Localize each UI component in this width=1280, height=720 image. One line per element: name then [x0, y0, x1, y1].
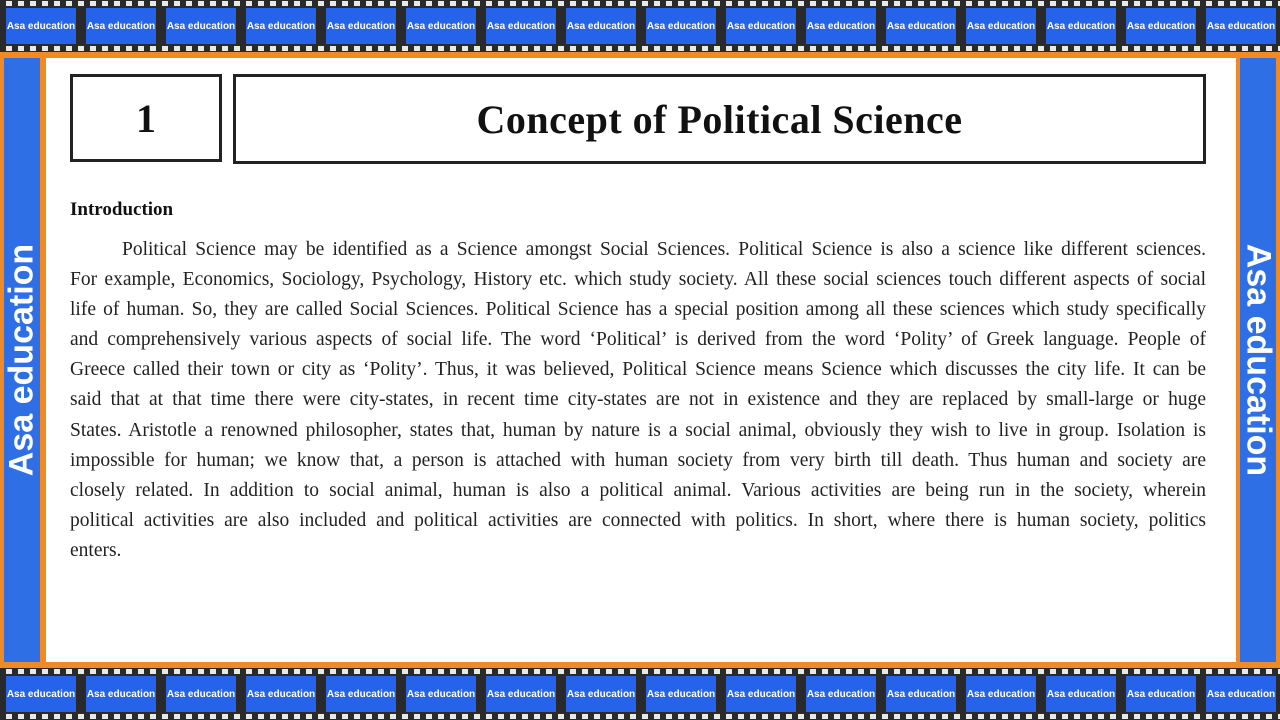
introduction-paragraph: Political Science may be identified as a Science amongst Social Sciences. Political Science is also a science like different sciences. For example, Economics, Sociology, Psychology, History etc. which study society. All these social sciences touch different aspects of social life of human. So, they are called Social Sciences. Political Science has a special position among all these sciences which study specifically and comprehensively various aspects of social life. The word ‘Political’ is derived from the word ‘Polity’ of Greek language. People of Greece called their town or city as ‘Polity’. Thus, it was believed, Political Science means Science which discusses the city life. It can be said that at that time there were city-states, in recent time city-states are not in existence and they are replaced by small-large or huge States. Aristotle a renowned philosopher, states that, human by nature is a social animal, obviously they wish to live in group. Isolation is impossible for human; we know that, a person is attached with human society from very birth till death. Thus human and society are closely related. In addition to social animal, human is also a political animal. Various activities are being run in the society, wherein political activities are also included and political activities are connected with politics. In short, where there is human society, politics enters. [70, 239, 1206, 561]
left-side-banner-text: Asa education [2, 243, 41, 477]
logo-tile: Asa education [240, 8, 320, 44]
logo-tile: Asa education [1200, 8, 1280, 44]
logo-tile: Asa education [640, 676, 720, 712]
logo-tile: Asa education [80, 8, 160, 44]
logo-tile: Asa education [800, 8, 880, 44]
chapter-title: Concept of Political Science [233, 74, 1206, 164]
section-heading: Introduction [70, 199, 174, 220]
logo-tile: Asa education [320, 676, 400, 712]
logo-tile: Asa education [0, 8, 80, 44]
logo-tile: Asa education [1040, 676, 1120, 712]
logo-tile: Asa education [880, 676, 960, 712]
logo-tile: Asa education [720, 676, 800, 712]
logo-tile: Asa education [800, 676, 880, 712]
right-side-banner-text: Asa education [1239, 243, 1278, 477]
film-perforations [0, 669, 1280, 674]
logo-tile: Asa education [0, 676, 80, 712]
bottom-film-strip [0, 668, 1280, 720]
film-perforations [0, 714, 1280, 719]
logo-tile: Asa education [960, 8, 1040, 44]
logo-tile: Asa education [560, 8, 640, 44]
logo-tile: Asa education [960, 676, 1040, 712]
logo-tile: Asa education [160, 676, 240, 712]
logo-tile: Asa education [1040, 8, 1120, 44]
document-page [46, 58, 1236, 662]
film-perforations [0, 1, 1280, 6]
top-film-strip [0, 0, 1280, 52]
logo-tile: Asa education [1120, 676, 1200, 712]
chapter-number: 1 [70, 74, 222, 162]
logo-tile: Asa education [880, 8, 960, 44]
logo-tile: Asa education [240, 676, 320, 712]
logo-tile: Asa education [640, 8, 720, 44]
right-side-banner [1240, 58, 1276, 662]
bottom-logo-tiles [0, 676, 1280, 712]
logo-tile: Asa education [160, 8, 240, 44]
logo-tile: Asa education [320, 8, 400, 44]
logo-tile: Asa education [480, 676, 560, 712]
film-perforations [0, 46, 1280, 51]
logo-tile: Asa education [1120, 8, 1200, 44]
logo-tile: Asa education [1200, 676, 1280, 712]
left-side-banner [4, 58, 40, 662]
logo-tile: Asa education [80, 676, 160, 712]
logo-tile: Asa education [720, 8, 800, 44]
logo-tile: Asa education [480, 8, 560, 44]
logo-tile: Asa education [400, 676, 480, 712]
logo-tile: Asa education [560, 676, 640, 712]
logo-tile: Asa education [400, 8, 480, 44]
top-logo-tiles [0, 8, 1280, 44]
